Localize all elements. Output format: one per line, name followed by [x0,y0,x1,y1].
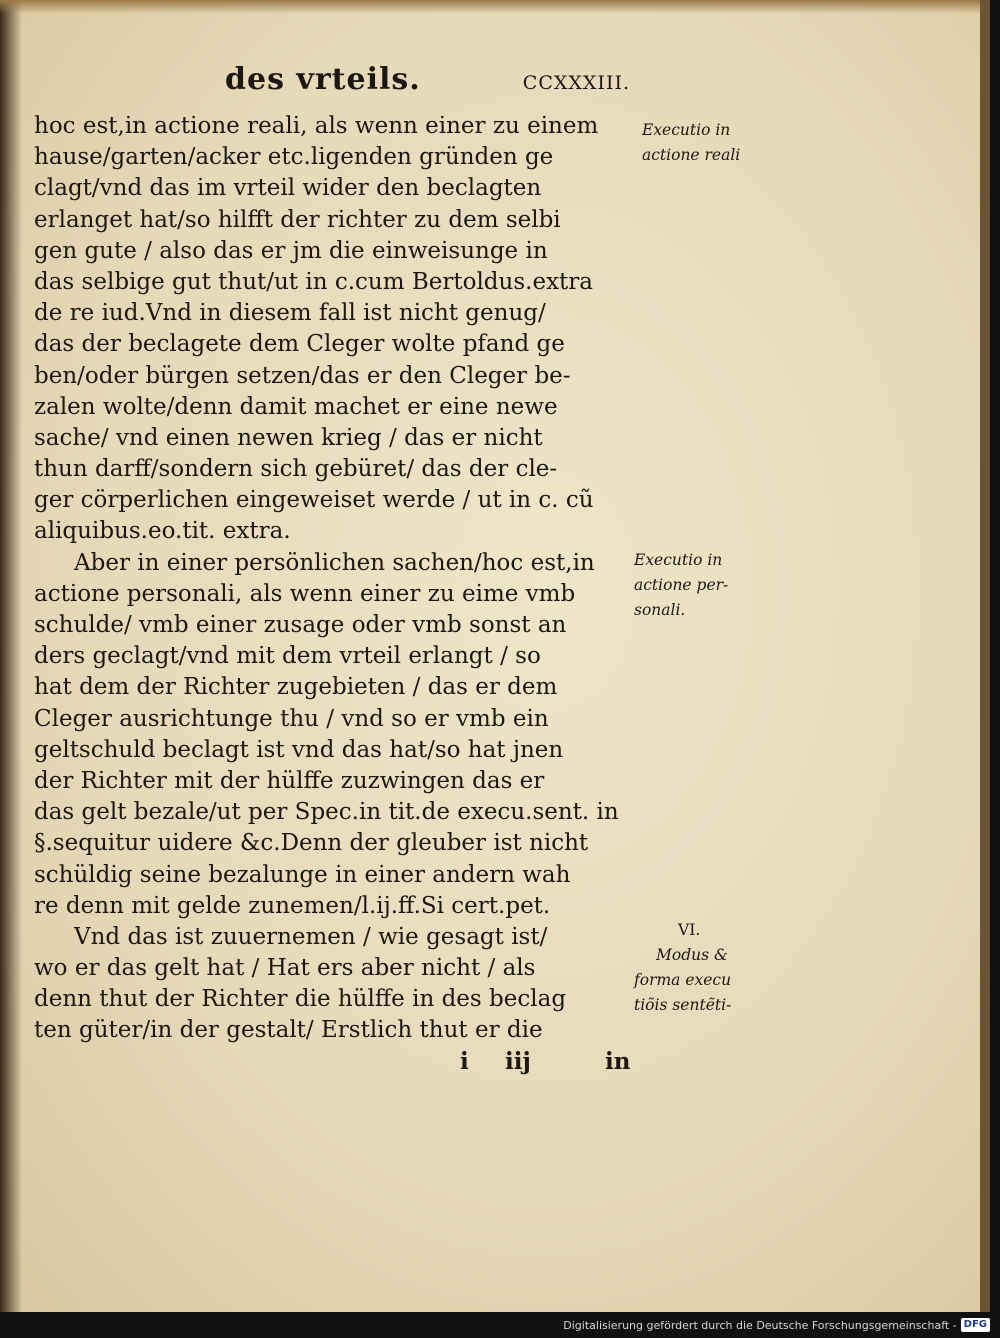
text-line: das der beclagete dem Cleger wolte pfand ge [34,331,565,358]
text-line: de re iud.Vnd in diesem fall ist nicht genug/ [34,300,546,327]
signature-mark: iij [505,1048,531,1075]
text-line: actione personali, als wenn einer zu eime vmb [34,580,576,607]
marginal-note-line: Executio in [642,121,731,139]
text-line: aliquibus.eo.tit. extra. [34,518,291,545]
marginal-note-executio-personali [634,548,728,623]
text-line: erlanget hat/so hilfft der richter zu dem selbi [34,206,561,233]
text-line: geltschuld beclagt ist vnd das hat/so hat jnen [34,736,564,763]
text-line: schulde/ vmb einer zusage oder vmb sonst an [34,612,567,638]
marginal-note-line: actione per- [634,576,729,594]
text-line: der Richter mit der hülffe zuzwingen das er [34,767,545,794]
text-line: das gelt bezale/ut per Spec.in tit.de execu.sent. in [34,799,619,826]
text-line: §.sequitur uidere &c.Denn der gleuber ist nicht [34,830,589,857]
footer-credit: Digitalisierung gefördert durch die Deutsche Forschungsgemeinschaft - [563,1318,957,1332]
text-line-paragraph-start: Aber in einer persönlichen sachen/hoc est,in [74,549,595,576]
text-line: hause/garten/acker etc.ligenden gründen ge [34,144,554,171]
text-line: schüldig seine bezalunge in einer andern wah [34,861,571,888]
text-line: ger cörperlichen eingeweiset werde / ut in c. cũ [34,487,594,514]
gutter-shadow [0,0,22,1312]
signature-mark: i [460,1048,469,1075]
text-line-paragraph-start: Vnd das ist zuuernemen / wie gesagt ist/ [74,923,548,950]
folio-number: CCXXXIII. [522,72,630,94]
marginal-note-line: actione reali [642,146,741,164]
body-text [34,111,634,1047]
text-line: wo er das gelt hat / Hat ers aber nicht / als [34,955,536,982]
text-line: ten güter/in der gestalt/ Erstlich thut er die [34,1017,543,1044]
text-line: ben/oder bürgen setzen/das er den Cleger be- [34,362,571,389]
text-line: sache/ vnd einen newen krieg / das er nicht [34,424,543,451]
marginal-note-executio-reali [642,118,740,168]
text-line: Cleger ausrichtunge thu / vnd so er vmb ein [34,705,549,732]
text-line: thun darff/sondern sich gebüret/ das der cle- [34,456,558,483]
marginal-note-line: tiõis sentẽti- [634,996,732,1014]
text-line: denn thut der Richter die hülffe in des beclag [34,986,567,1013]
digitization-footer [563,1317,990,1333]
marginal-note-modus-forma [634,918,731,1018]
dfg-logo: DFG [961,1318,990,1332]
page-top-edge [0,0,990,14]
marginal-note-line: VI. [678,921,701,939]
marginal-note-line: Executio in [634,551,723,569]
page-right-edge [980,0,990,1312]
text-line: re denn mit gelde zunemen/l.ij.ff.Si cert.pet. [34,892,551,919]
text-line: ders geclagt/vnd mit dem vrteil erlangt / so [34,643,541,670]
marginal-note-line: Modus & [656,946,728,964]
marginal-note-line: forma execu [634,971,732,989]
text-line: hat dem der Richter zugebieten / das er dem [34,674,558,701]
running-title: des vrteils. [225,62,421,97]
signature-line [455,1048,640,1078]
text-line: zalen wolte/denn damit machet er eine newe [34,393,558,420]
marginal-note-line: sonali. [634,601,686,619]
catchword: in [605,1048,631,1075]
text-line: gen gute / also das er jm die einweisunge in [34,237,548,264]
text-line: das selbige gut thut/ut in c.cum Bertoldus.extra [34,268,593,295]
page-header [225,62,630,102]
text-line: hoc est,in actione reali, als wenn einer zu einem [34,113,599,139]
text-line: clagt/vnd das im vrteil wider den beclagten [34,175,542,202]
